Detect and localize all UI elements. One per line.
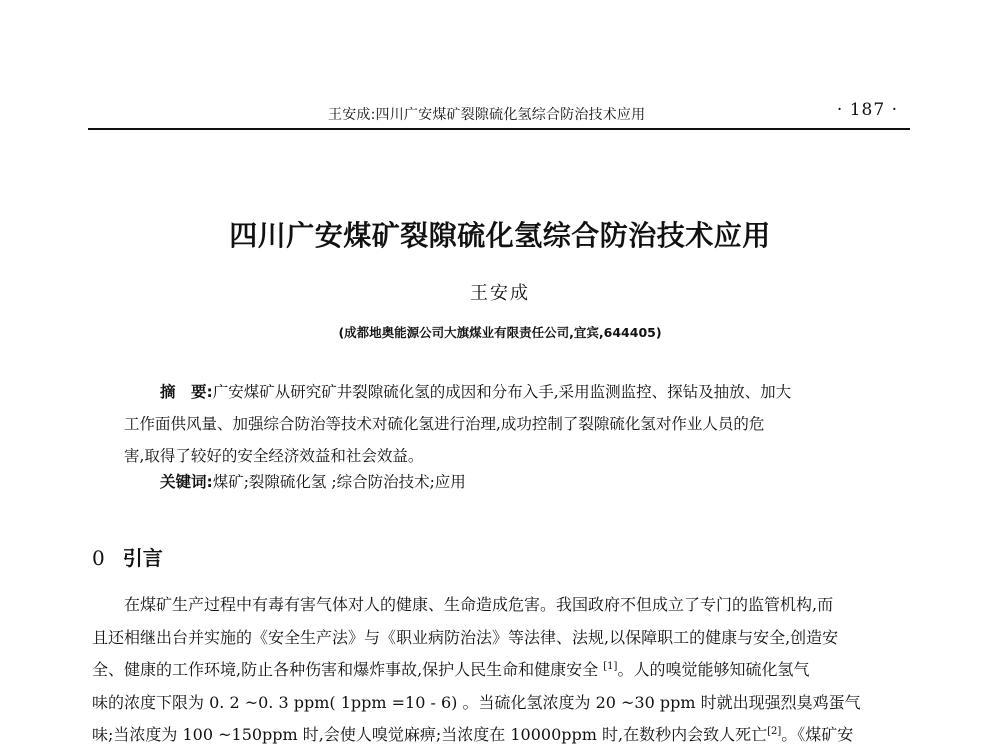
abstract [124,376,894,472]
citation-ref: [1] [603,661,618,672]
abstract-label: 摘 要: [160,383,213,401]
body-line: 味的浓度下限为 0. 2 ~0. 3 ppm( 1ppm =10 - 6) 。当硫化氢浓度为 20 ~30 ppm 时就出现强烈臭鸡蛋气 [92,692,861,712]
body-text-segment: 。人的嗅觉能够知硫化氢气 [617,660,810,679]
body-text-segment: 。《煤矿安 [781,725,854,744]
section-number: 0 [92,546,105,570]
abstract-line [124,376,894,408]
keywords [160,470,466,492]
body-line [92,719,914,752]
keywords-text: 煤矿;裂隙硫化氢 ;综合防治技术;应用 [212,473,466,491]
page-number: · 187 · [836,100,898,120]
body-line [92,654,914,687]
keywords-label: 关键词: [160,473,213,491]
running-header [88,98,910,130]
abstract-line: 工作面供风量、加强综合防治等技术对硫化氢进行治理,成功控制了裂隙硫化氢对作业人员的危 [124,415,765,433]
author: 王安成 [470,283,530,304]
body-text [92,589,914,752]
abstract-line: 害,取得了较好的安全经济效益和社会效益。 [124,447,424,465]
body-text-segment: 全、健康的工作环境,防止各种伤害和爆炸事故,保护人民生命和健康安全 [92,660,604,679]
body-line: 且还相继出台并实施的《安全生产法》与《职业病防治法》等法律、法规,以保障职工的健康与安全,创造安 [92,627,839,647]
body-line: 在煤矿生产过程中有毒有害气体对人的健康、生命造成危害。我国政府不但成立了专门的监管机构,而 [124,595,834,614]
body-text-segment: 味;当浓度为 100 ~150ppm 时,会使人嗅觉麻痹;当浓度在 10000ppm 时,在数秒内会致人死亡 [92,725,768,744]
section-label: 引言 [122,546,163,570]
abstract-text: 广安煤矿从研究矿井裂隙硫化氢的成因和分布入手,采用监测监控、探钻及抽放、加大 [212,383,792,401]
citation-ref: [2] [767,726,782,737]
article-title: 四川广安煤矿裂隙硫化氢综合防治技术应用 [229,219,771,252]
section-heading [92,542,163,571]
running-title: 王安成:四川广安煤矿裂隙硫化氢综合防治技术应用 [328,107,646,123]
affiliation: (成都地奥能源公司大旗煤业有限责任公司,宜宾,644405) [338,325,662,340]
